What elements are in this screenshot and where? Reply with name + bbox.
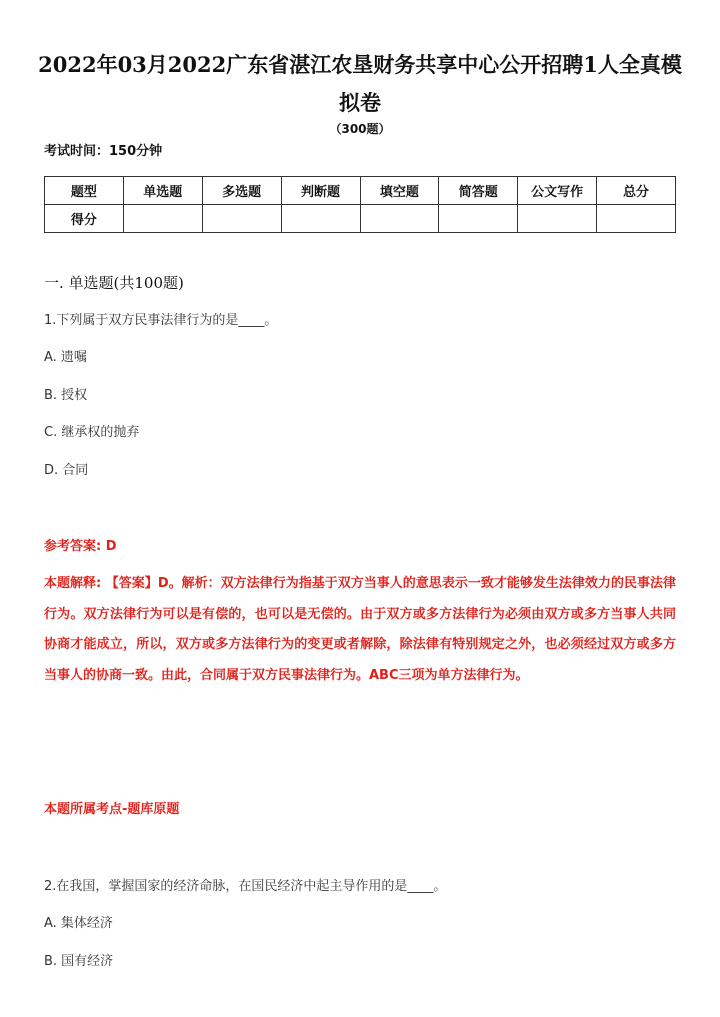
- question-1-stem: 1.下列属于双方民事法律行为的是____。: [44, 313, 278, 328]
- question-2-option-b: B. 国有经济: [44, 954, 114, 969]
- score-cell: [281, 205, 360, 233]
- table-header-cell: 单选题: [123, 177, 202, 205]
- score-table-score-row: [45, 205, 676, 233]
- page-title: 2022年03月2022广东省湛江农垦财务共享中心公开招聘1人全真模拟卷: [38, 52, 682, 115]
- score-row-label: 得分: [45, 205, 124, 233]
- score-table-header-row: [45, 177, 676, 205]
- score-cell: [123, 205, 202, 233]
- question-1-option-b: B. 授权: [44, 388, 88, 403]
- table-header-cell: 题型: [45, 177, 124, 205]
- question-1-option-d: D. 合同: [44, 463, 89, 478]
- score-table: [44, 176, 676, 233]
- score-cell: [439, 205, 518, 233]
- question-1-knowledge-point: 本题所属考点-题库原题: [44, 802, 180, 817]
- question-1-option-c: C. 继承权的抛弃: [44, 425, 140, 440]
- table-header-cell: 简答题: [439, 177, 518, 205]
- score-cell: [202, 205, 281, 233]
- question-1-answer: 参考答案: D: [44, 539, 117, 554]
- table-header-cell: 公文写作: [518, 177, 597, 205]
- score-cell: [518, 205, 597, 233]
- exam-time: 考试时间：150分钟: [44, 144, 163, 159]
- score-cell: [597, 205, 676, 233]
- question-2-option-a: A. 集体经济: [44, 916, 113, 931]
- question-1-explanation: 本题解释: 【答案】D。解析：双方法律行为指基于双方当事人的意思表示一致才能够发生法律效力的民事法律行为。双方法律行为可以是有偿的，也可以是无偿的。由于双方或多方法律行为必须由双方或多方当事人共同协商才能成立，所以，双方或多方法律行为的变更或者解除，除法律有特别规定之外，也必须经过双方或多方当事人的协商一致。由此，合同属于双方民事法律行为。ABC三项为单方法律行为。: [44, 576, 676, 683]
- question-count: （300题）: [329, 122, 391, 136]
- question-1-option-a: A. 遗嘱: [44, 350, 87, 365]
- section-title: 一. 单选题(共100题): [44, 274, 184, 292]
- score-cell: [360, 205, 439, 233]
- table-header-cell: 判断题: [281, 177, 360, 205]
- table-header-cell: 填空题: [360, 177, 439, 205]
- question-2-stem: 2.在我国，掌握国家的经济命脉，在国民经济中起主导作用的是____。: [44, 879, 447, 894]
- table-header-cell: 总分: [597, 177, 676, 205]
- table-header-cell: 多选题: [202, 177, 281, 205]
